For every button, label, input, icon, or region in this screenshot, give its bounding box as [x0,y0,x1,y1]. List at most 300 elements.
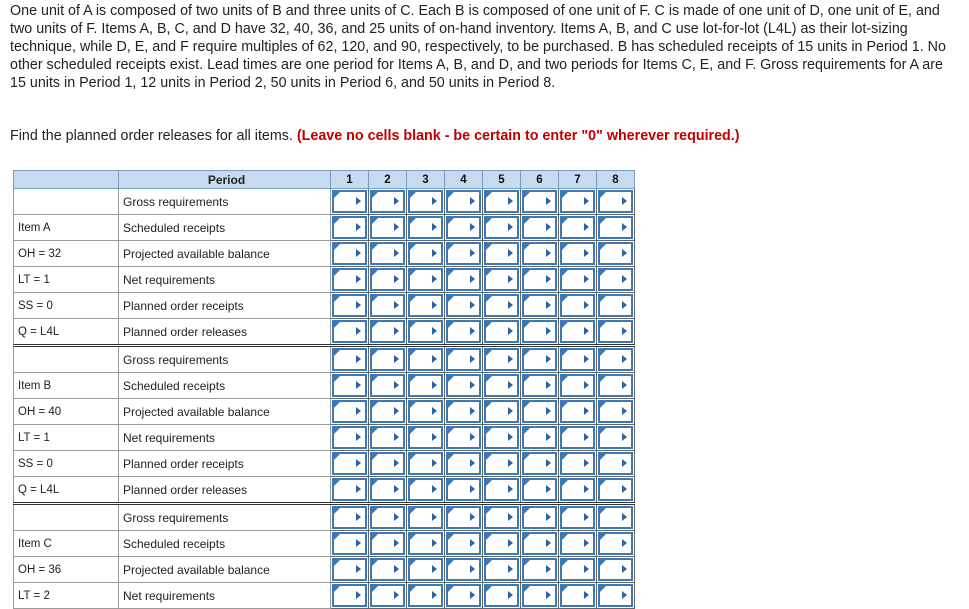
item-a-input-p1[interactable] [332,216,367,239]
period-cell [369,373,407,399]
item-c-input-p1[interactable] [332,506,367,529]
item-c-input-p5[interactable] [484,506,519,529]
item-b-info [14,346,119,373]
period-cell [597,373,635,399]
period-cell [331,531,369,557]
period-cell [483,189,521,215]
period-cell [407,319,445,346]
item-a-input-p2[interactable] [370,242,405,265]
item-a-input-p2[interactable] [370,190,405,213]
item-b-input-p3[interactable] [408,452,443,475]
period-cell [369,531,407,557]
item-b-input-p6[interactable] [522,478,557,501]
item-b-row [14,425,635,451]
period-cell [483,557,521,583]
period-cell [597,189,635,215]
period-7-header: 7 [559,171,597,189]
period-1-header: 1 [331,171,369,189]
item-c-input-p6[interactable] [522,532,557,555]
item-c-input-p1[interactable] [332,558,367,581]
period-cell [445,583,483,609]
period-cell [521,477,559,504]
item-a-input-p2[interactable] [370,294,405,317]
item-b-row [14,399,635,425]
item-a-info: LT = 1 [14,267,119,293]
period-cell [445,373,483,399]
item-a-input-p4[interactable] [446,190,481,213]
item-a-input-p2[interactable] [370,320,405,343]
period-cell [483,425,521,451]
item-b-input-p4[interactable] [446,348,481,371]
period-cell [445,451,483,477]
period-cell [445,504,483,531]
item-c-info: Item C [14,531,119,557]
item-a-input-p1[interactable] [332,190,367,213]
period-header: Period [119,171,331,189]
item-a-input-p6[interactable] [522,190,557,213]
item-a-input-p6[interactable] [522,320,557,343]
period-cell [407,531,445,557]
item-a-input-p7[interactable] [560,320,595,343]
period-cell [559,425,597,451]
period-cell [483,583,521,609]
item-b-input-p8[interactable] [598,426,633,449]
row-label: Planned order releases [119,477,331,504]
period-header-row [14,171,635,189]
item-a-info: SS = 0 [14,293,119,319]
item-a-input-p7[interactable] [560,190,595,213]
period-cell [597,583,635,609]
period-cell [331,319,369,346]
period-cell [483,399,521,425]
item-c-input-p7[interactable] [560,532,595,555]
period-cell [559,215,597,241]
item-b-info: Q = L4L [14,477,119,504]
item-c-input-p7[interactable] [560,506,595,529]
item-b-info: LT = 1 [14,425,119,451]
item-c-input-p2[interactable] [370,558,405,581]
item-a-input-p4[interactable] [446,294,481,317]
item-b-input-p7[interactable] [560,374,595,397]
period-cell [331,504,369,531]
item-b-input-p6[interactable] [522,426,557,449]
period-cell [407,373,445,399]
period-cell [483,241,521,267]
item-c-info: LT = 2 [14,583,119,609]
item-c-input-p2[interactable] [370,506,405,529]
period-cell [597,504,635,531]
item-b-input-p1[interactable] [332,478,367,501]
item-c-input-p3[interactable] [408,558,443,581]
item-c-input-p8[interactable] [598,532,633,555]
period-cell [483,346,521,373]
item-b-input-p1[interactable] [332,452,367,475]
period-cell [559,399,597,425]
item-a-row [14,293,635,319]
period-cell [559,293,597,319]
item-a-input-p1[interactable] [332,320,367,343]
item-a-row [14,267,635,293]
period-cell [559,451,597,477]
period-cell [521,241,559,267]
period-cell [559,531,597,557]
item-c-row [14,531,635,557]
period-cell [407,215,445,241]
period-cell [559,583,597,609]
period-cell [369,504,407,531]
item-b-input-p7[interactable] [560,478,595,501]
period-cell [483,504,521,531]
period-cell [445,241,483,267]
item-c-input-p3[interactable] [408,506,443,529]
period-cell [331,189,369,215]
instruction-lead: Find the planned order releases for all items. [10,128,293,144]
item-b-input-p7[interactable] [560,452,595,475]
item-c-input-p4[interactable] [446,506,481,529]
period-cell [407,557,445,583]
period-4-header: 4 [445,171,483,189]
period-cell [483,531,521,557]
period-cell [369,293,407,319]
item-b-info: SS = 0 [14,451,119,477]
item-b-input-p1[interactable] [332,400,367,423]
period-cell [597,399,635,425]
item-b-input-p1[interactable] [332,348,367,371]
instruction [10,127,960,145]
item-c-input-p5[interactable] [484,532,519,555]
period-cell [597,531,635,557]
item-a-input-p5[interactable] [484,216,519,239]
row-label: Projected available balance [119,557,331,583]
item-a-input-p6[interactable] [522,268,557,291]
item-c-row [14,583,635,609]
item-b-input-p5[interactable] [484,348,519,371]
item-b-input-p1[interactable] [332,374,367,397]
period-cell [407,346,445,373]
item-c-input-p1[interactable] [332,532,367,555]
item-a-row [14,215,635,241]
period-cell [369,557,407,583]
instruction-required-note: (Leave no cells blank - be certain to enter "0" wherever required.) [296,128,740,144]
item-b-row [14,346,635,373]
item-c-input-p4[interactable] [446,558,481,581]
item-a-input-p6[interactable] [522,216,557,239]
row-label: Projected available balance [119,241,331,267]
period-cell [369,241,407,267]
period-cell [369,267,407,293]
item-c-input-p2[interactable] [370,584,405,607]
item-a-row [14,319,635,346]
period-cell [597,293,635,319]
item-b-input-p4[interactable] [446,374,481,397]
period-cell [483,267,521,293]
period-cell [331,583,369,609]
item-a-input-p8[interactable] [598,216,633,239]
item-b-input-p4[interactable] [446,400,481,423]
period-cell [521,189,559,215]
row-label: Gross requirements [119,346,331,373]
item-c-input-p3[interactable] [408,532,443,555]
item-b-input-p2[interactable] [370,348,405,371]
item-b-input-p5[interactable] [484,400,519,423]
item-b-input-p7[interactable] [560,426,595,449]
row-label: Planned order receipts [119,451,331,477]
period-cell [445,346,483,373]
item-b-input-p7[interactable] [560,348,595,371]
item-a-input-p8[interactable] [598,268,633,291]
item-a-input-p1[interactable] [332,268,367,291]
period-cell [559,557,597,583]
period-cell [597,477,635,504]
item-a-input-p3[interactable] [408,242,443,265]
row-label: Gross requirements [119,189,331,215]
period-cell [445,267,483,293]
period-8-header: 8 [597,171,635,189]
period-cell [331,399,369,425]
item-b-input-p2[interactable] [370,374,405,397]
period-cell [331,477,369,504]
item-b-input-p4[interactable] [446,452,481,475]
item-a-row [14,241,635,267]
period-cell [445,425,483,451]
period-cell [521,346,559,373]
problem-statement: One unit of A is composed of two units of B and three units of C. Each B is composed of one unit of F. C is made of one unit of D, one unit of E, and two units of F. Items A, B, C, and D have 32, 40, 36, and 25 units of on-hand inventory. Items A, B, and C use lot-for-lot (L4L) as their lot-sizing technique, while D, E, and F require multiples of 62, 120, and 90, respectively, to be purchased. B has scheduled receipts of 15 units in Period 1. No other scheduled receipts exist. Lead times are one period for Items A, B, and D, and two periods for Items C, E, and F. Gross requirements for A are 15 units in Period 1, 12 units in Period 2, 50 units in Period 6, and 50 units in Period 8. [10,3,946,91]
item-a-input-p5[interactable] [484,320,519,343]
item-a-input-p7[interactable] [560,268,595,291]
item-a-input-p4[interactable] [446,320,481,343]
period-cell [521,293,559,319]
header-blank [14,171,119,189]
item-c-input-p8[interactable] [598,584,633,607]
item-b-input-p4[interactable] [446,426,481,449]
period-cell [559,477,597,504]
item-a-input-p8[interactable] [598,294,633,317]
period-cell [331,451,369,477]
period-cell [407,583,445,609]
period-cell [597,267,635,293]
item-b-input-p8[interactable] [598,348,633,371]
item-c-input-p8[interactable] [598,506,633,529]
period-cell [521,425,559,451]
item-a-info [14,189,119,215]
period-cell [369,477,407,504]
item-b-input-p5[interactable] [484,452,519,475]
item-a-input-p7[interactable] [560,294,595,317]
row-label: Scheduled receipts [119,373,331,399]
item-a-info: OH = 32 [14,241,119,267]
item-c-input-p7[interactable] [560,558,595,581]
item-b-input-p2[interactable] [370,478,405,501]
item-a-info: Item A [14,215,119,241]
item-b-input-p6[interactable] [522,400,557,423]
item-b-input-p6[interactable] [522,374,557,397]
period-cell [521,451,559,477]
period-cell [369,346,407,373]
item-b-input-p3[interactable] [408,478,443,501]
item-b-input-p3[interactable] [408,374,443,397]
period-cell [331,267,369,293]
period-cell [521,319,559,346]
item-a-input-p3[interactable] [408,294,443,317]
item-b-input-p7[interactable] [560,400,595,423]
item-a-input-p3[interactable] [408,268,443,291]
item-b-info: Item B [14,373,119,399]
period-cell [331,293,369,319]
item-a-input-p3[interactable] [408,190,443,213]
item-a-input-p7[interactable] [560,242,595,265]
item-b-input-p3[interactable] [408,426,443,449]
item-a-input-p8[interactable] [598,320,633,343]
period-cell [483,215,521,241]
period-cell [445,189,483,215]
period-cell [331,425,369,451]
period-cell [369,425,407,451]
item-b-input-p8[interactable] [598,478,633,501]
row-label: Net requirements [119,425,331,451]
period-cell [559,267,597,293]
item-c-info: OH = 36 [14,557,119,583]
item-a-input-p5[interactable] [484,294,519,317]
item-c-info [14,504,119,531]
item-b-input-p8[interactable] [598,452,633,475]
item-b-input-p6[interactable] [522,348,557,371]
period-cell [597,425,635,451]
period-cell [445,319,483,346]
item-c-input-p4[interactable] [446,532,481,555]
period-cell [407,267,445,293]
row-label: Scheduled receipts [119,531,331,557]
item-c-input-p4[interactable] [446,584,481,607]
period-6-header: 6 [521,171,559,189]
item-a-input-p2[interactable] [370,216,405,239]
period-3-header: 3 [407,171,445,189]
row-label: Projected available balance [119,399,331,425]
item-a-input-p8[interactable] [598,190,633,213]
period-cell [369,189,407,215]
period-cell [483,373,521,399]
item-b-row [14,373,635,399]
period-cell [597,451,635,477]
item-b-input-p5[interactable] [484,374,519,397]
item-b-input-p2[interactable] [370,426,405,449]
item-b-row [14,477,635,504]
period-cell [407,504,445,531]
period-cell [331,215,369,241]
item-c-input-p7[interactable] [560,584,595,607]
item-b-input-p3[interactable] [408,348,443,371]
row-label: Net requirements [119,267,331,293]
item-a-input-p4[interactable] [446,268,481,291]
period-cell [369,215,407,241]
period-cell [559,319,597,346]
period-cell [521,557,559,583]
item-a-input-p5[interactable] [484,242,519,265]
item-a-input-p4[interactable] [446,242,481,265]
period-cell [407,477,445,504]
item-b-input-p8[interactable] [598,374,633,397]
item-a-input-p6[interactable] [522,242,557,265]
item-a-input-p6[interactable] [522,294,557,317]
period-cell [407,425,445,451]
item-b-input-p6[interactable] [522,452,557,475]
period-5-header: 5 [483,171,521,189]
item-b-input-p5[interactable] [484,426,519,449]
period-cell [597,215,635,241]
period-cell [407,189,445,215]
period-cell [521,504,559,531]
item-c-input-p6[interactable] [522,558,557,581]
period-cell [521,531,559,557]
period-cell [369,399,407,425]
period-cell [483,293,521,319]
item-a-input-p5[interactable] [484,268,519,291]
item-b-input-p2[interactable] [370,452,405,475]
item-c-input-p6[interactable] [522,506,557,529]
item-a-input-p3[interactable] [408,320,443,343]
item-b-input-p5[interactable] [484,478,519,501]
period-cell [559,373,597,399]
item-b-input-p8[interactable] [598,400,633,423]
item-a-input-p3[interactable] [408,216,443,239]
row-label: Gross requirements [119,504,331,531]
item-b-input-p1[interactable] [332,426,367,449]
item-c-input-p6[interactable] [522,584,557,607]
item-a-input-p7[interactable] [560,216,595,239]
item-a-row [14,189,635,215]
period-cell [521,399,559,425]
period-cell [445,399,483,425]
period-cell [521,215,559,241]
item-c-input-p2[interactable] [370,532,405,555]
row-label: Planned order releases [119,319,331,346]
period-cell [331,373,369,399]
period-2-header: 2 [369,171,407,189]
period-cell [597,346,635,373]
period-cell [483,477,521,504]
period-cell [407,451,445,477]
period-cell [331,557,369,583]
item-c-input-p8[interactable] [598,558,633,581]
period-cell [369,451,407,477]
item-c-input-p1[interactable] [332,584,367,607]
item-c-input-p5[interactable] [484,558,519,581]
row-label: Planned order receipts [119,293,331,319]
period-cell [407,241,445,267]
period-cell [369,319,407,346]
row-label: Net requirements [119,583,331,609]
item-c-row [14,504,635,531]
period-cell [407,293,445,319]
item-a-input-p8[interactable] [598,242,633,265]
period-cell [521,373,559,399]
item-a-input-p2[interactable] [370,268,405,291]
item-c-input-p5[interactable] [484,584,519,607]
item-b-input-p2[interactable] [370,400,405,423]
row-label: Scheduled receipts [119,215,331,241]
item-b-input-p3[interactable] [408,400,443,423]
period-cell [521,267,559,293]
item-a-input-p1[interactable] [332,242,367,265]
item-b-input-p4[interactable] [446,478,481,501]
item-a-input-p1[interactable] [332,294,367,317]
item-a-input-p4[interactable] [446,216,481,239]
period-cell [597,241,635,267]
period-cell [597,319,635,346]
item-c-input-p3[interactable] [408,584,443,607]
period-cell [483,319,521,346]
item-a-input-p5[interactable] [484,190,519,213]
period-cell [445,557,483,583]
